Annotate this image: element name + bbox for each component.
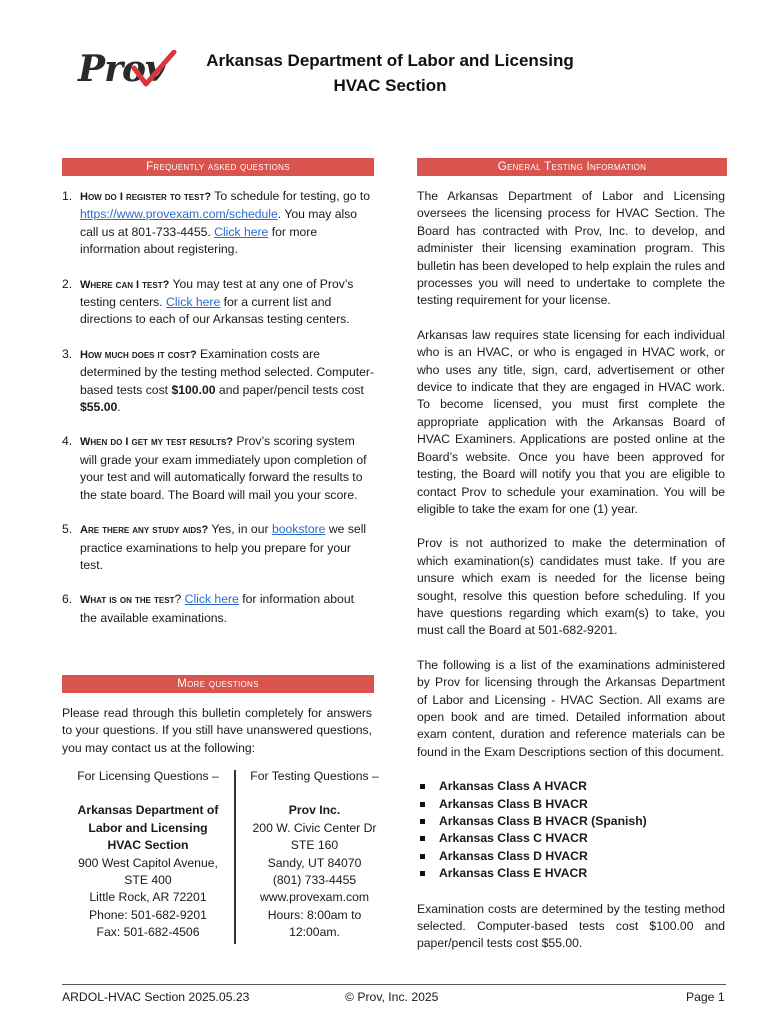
exam-item: [417, 813, 725, 830]
faq-item: [62, 276, 374, 329]
exam-name: Arkansas Class B HVACR: [439, 796, 588, 811]
general-section-bar: [417, 158, 727, 176]
faq-question: What is on the test: [80, 594, 175, 607]
exam-name: Arkansas Class C HVACR: [439, 831, 588, 846]
faq-item: [62, 521, 374, 574]
testing-hours: Hours: 8:00am to: [267, 907, 362, 922]
faq-text: ?: [174, 592, 182, 607]
testing-contact: [242, 768, 387, 942]
title-line-2: HVAC Section: [333, 76, 447, 95]
exam-name: Arkansas Class E HVACR: [439, 866, 588, 881]
faq-item: [62, 433, 374, 504]
exam-item: [417, 778, 725, 795]
licensing-contact: [62, 768, 234, 942]
faq-text: for information about the available examinations.: [80, 592, 354, 625]
licensing-address: Little Rock, AR 72201: [89, 890, 207, 905]
faq-number: 1.: [62, 189, 73, 203]
exam-item: [417, 865, 725, 882]
faq-text: for more information about registering.: [80, 224, 318, 257]
general-paragraph: Examination costs are determined by the testing method selected. Computer-based tests cost $100.00 and paper/pencil tests cost $55.00.: [417, 901, 725, 951]
licensing-heading: For Licensing Questions –: [77, 769, 219, 783]
checkmark-icon: [130, 50, 178, 90]
bullet-square-icon: [420, 802, 425, 807]
exam-name: Arkansas Class A HVACR: [439, 779, 587, 794]
paper-test-price: $55.00: [80, 400, 118, 415]
general-paragraph: The Arkansas Department of Labor and Licensing oversees the licensing process for HVAC Section. The Board has contracted with Prov, Inc. to develop, and administer their licensing examination program. This bulletin has been developed to help explain the rules and processes you will need to undertake to complete the testing requirement for your license.: [417, 189, 725, 308]
register-info-link[interactable]: Click here: [214, 224, 269, 239]
faq-item: [62, 591, 374, 627]
testing-website: www.provexam.com: [259, 890, 370, 905]
faq-text: You may test at any one of Prov’s testing centers.: [80, 276, 354, 310]
testing-address: 200 W. Civic Center Dr: [252, 820, 377, 835]
faq-text: . You may also call us at 801-733-4455.: [80, 207, 358, 239]
licensing-address: STE 400: [124, 873, 172, 888]
exam-name: Arkansas Class B HVACR (Spanish): [439, 814, 647, 828]
faq-number: 2.: [62, 276, 73, 291]
bullet-square-icon: [420, 871, 425, 876]
contact-info: [62, 768, 382, 946]
prov-logo: [78, 48, 170, 90]
title-line-1: Arkansas Department of Labor and Licensing: [206, 51, 574, 70]
licensing-phone: Phone: 501-682-9201: [89, 907, 207, 922]
faq-question: How much does it cost?: [80, 348, 197, 361]
faq-number: 6.: [62, 592, 73, 607]
schedule-link[interactable]: https://www.provexam.com/schedule: [80, 207, 278, 222]
more-section-title: More questions: [177, 678, 259, 690]
faq-list: [62, 188, 374, 644]
bullet-square-icon: [420, 784, 425, 789]
faq-text: To schedule for testing, go to: [211, 189, 371, 203]
faq-item: [62, 188, 374, 259]
faq-text: for a current list and directions to each of our Arkansas testing centers.: [80, 295, 350, 327]
more-questions-intro: Please read through this bulletin completely for answers to your questions. If you still have unanswered questions, you may contact us at the following:: [62, 706, 372, 755]
faq-number: 5.: [62, 522, 73, 537]
faq-number: 3.: [62, 346, 73, 361]
testing-address: Sandy, UT 84070: [267, 855, 362, 870]
faq-text: Prov’s scoring system will grade your exam immediately upon completion of your test and will automatically forward the results to the state board. The Board will mail you your score.: [80, 434, 367, 502]
licensing-org: Labor and Licensing: [88, 820, 208, 835]
licensing-org: HVAC Section: [107, 838, 189, 853]
faq-section-bar: [62, 158, 374, 176]
licensing-fax: Fax: 501-682-4506: [96, 925, 200, 940]
faq-number: 4.: [62, 434, 73, 449]
testing-org: Prov Inc.: [288, 803, 341, 818]
footer-doc-id: ARDOL-HVAC Section 2025.05.23: [62, 990, 250, 1004]
faq-question: How do I register to test?: [80, 191, 212, 203]
faq-question: Are there any study aids?: [80, 524, 209, 537]
faq-text: .: [117, 400, 121, 415]
contact-divider: [234, 770, 236, 944]
licensing-address: 900 West Capitol Avenue,: [78, 855, 218, 870]
exam-item: [417, 796, 725, 813]
bullet-square-icon: [420, 836, 425, 841]
general-info: [417, 188, 725, 970]
exam-info-link[interactable]: Click here: [184, 592, 239, 607]
faq-section-title: Frequently asked questions: [146, 161, 290, 173]
page-title: [190, 48, 590, 98]
general-paragraph: Arkansas law requires state licensing for each individual who is an HVAC, or who is engaged in HVAC work, or who uses any title, sign, card, advertisement or other device to indicate that they are engaged in HVAC work. To become licensed, you must first complete the appropriate application with the Arkansas Board of HVAC Examiners. Applications are posted online at the Board’s website. Once you have been approved for testing, the Board will notify you that you are eligible to contact Prov to schedule your examination. You will be eligible to take the exam for one (1) year.: [417, 327, 725, 516]
general-paragraph: Prov is not authorized to make the determination of which examination(s) candidates must take. If you are unsure which exam is needed for the license being sought, resolve this question before scheduling. If you have questions regarding which exam(s) to take, you must call the Board at 501-682-9201.: [417, 536, 725, 638]
testing-address: STE 160: [290, 838, 339, 853]
exam-item: [417, 830, 725, 847]
footer-page-number: Page 1: [686, 990, 725, 1004]
general-paragraph: The following is a list of the examinations administered by Prov for licensing through the Arkansas Department of Labor and Licensing - HVAC Section. All exams are open book and are timed. Detailed information about exam content, duration and reference materials can be found in the Exam Descriptions section of this document.: [417, 657, 725, 759]
exam-list: [417, 778, 725, 882]
computer-test-price: $100.00: [171, 382, 216, 397]
footer-copyright: © Prov, Inc. 2025: [345, 990, 439, 1004]
more-section-bar: [62, 675, 374, 693]
bookstore-link[interactable]: bookstore: [271, 522, 326, 537]
testing-heading: For Testing Questions –: [250, 769, 379, 783]
testing-phone: (801) 733-4455: [272, 873, 357, 888]
licensing-org: Arkansas Department of: [77, 803, 219, 818]
testing-hours: 12:00am.: [289, 925, 340, 940]
exam-item: [417, 848, 725, 865]
faq-question: When do I get my test results?: [80, 436, 234, 449]
logo-text: Prov: [78, 48, 165, 90]
faq-text: we sell practice examinations to help you prepare for your test.: [80, 522, 367, 572]
bullet-square-icon: [420, 819, 425, 824]
faq-item: [62, 346, 374, 417]
bullet-square-icon: [420, 854, 425, 859]
footer-rule: [62, 984, 726, 985]
exam-name: Arkansas Class D HVACR: [439, 848, 588, 863]
general-section-title: General Testing Information: [497, 161, 647, 173]
faq-question: Where can I test?: [80, 278, 170, 291]
faq-text: and paper/pencil tests cost: [215, 382, 364, 397]
faq-text: Examination costs are determined by the testing method selected. Computer-based tests cost: [80, 346, 375, 397]
faq-text: Yes, in our: [208, 522, 272, 537]
testing-centers-link[interactable]: Click here: [166, 295, 221, 310]
